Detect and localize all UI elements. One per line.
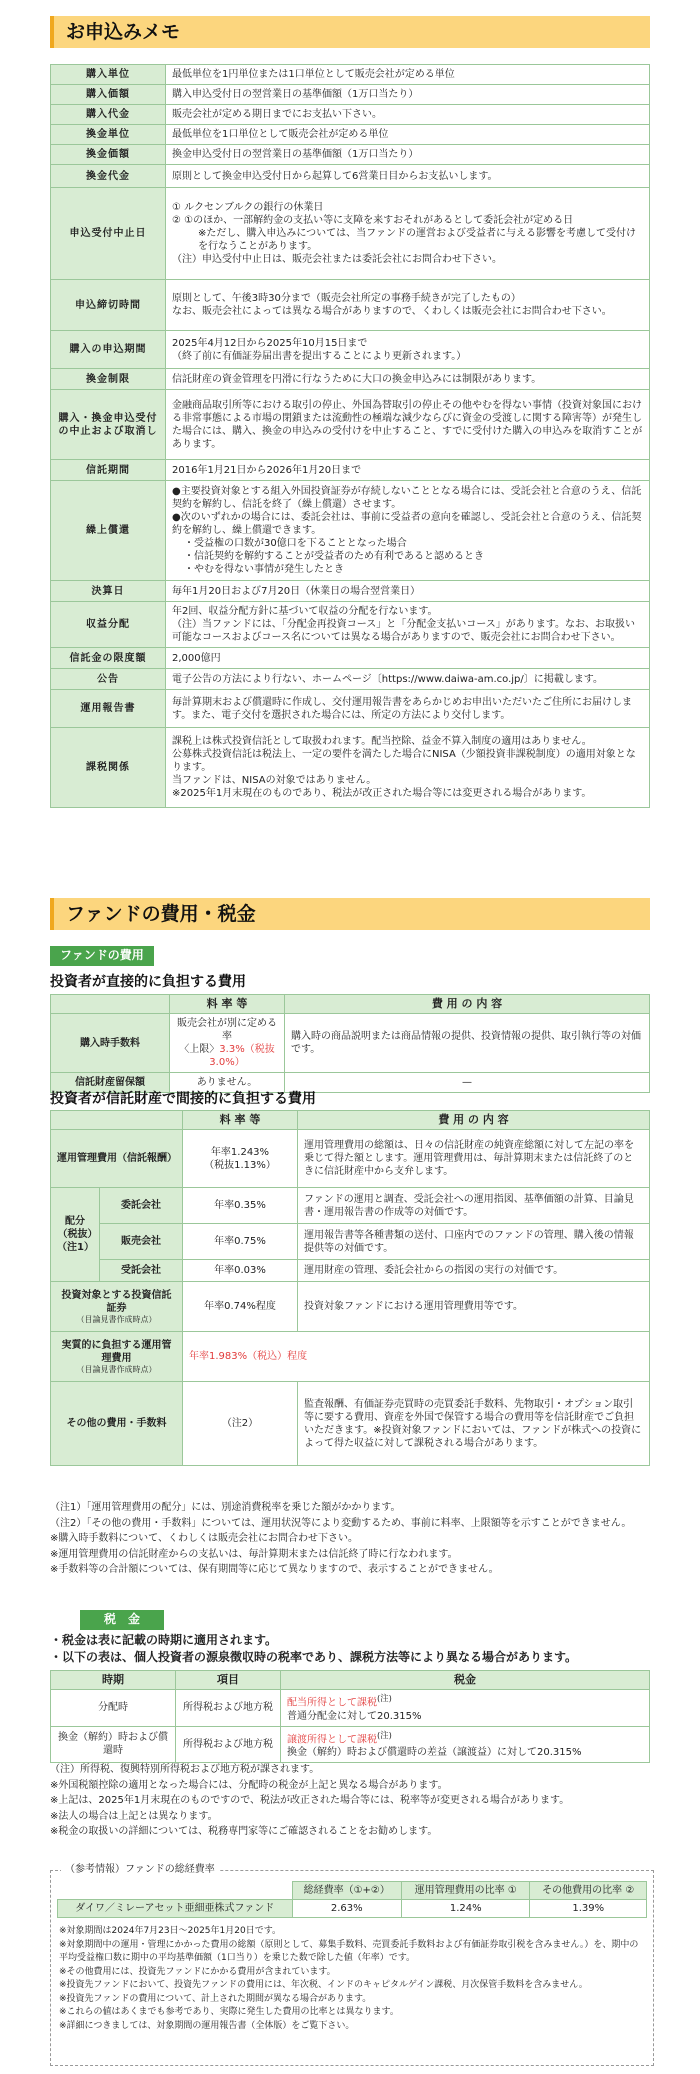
memo-row [51, 188, 650, 280]
memo-label: 換金代金 [51, 165, 166, 188]
memo-value: 最低単位を1口単位として販売会社が定める単位 [166, 125, 650, 145]
reference-title: （参考情報）ファンドの総経費率 [61, 1863, 219, 1876]
alloc-label: 配分（税抜）（注1） [51, 1188, 100, 1282]
fund-fees-badge: ファンドの費用 [50, 946, 154, 966]
memo-row [51, 331, 650, 369]
memo-row [51, 669, 650, 690]
purchase-fee-rate: 販売会社が別に定める率 〈上限〉3.3%（税抜3.0%） [170, 1014, 285, 1073]
memo-value: 電子公告の方法により行ない、ホームページ〔https://www.daiwa-am.co.jp/〕に掲載します。 [166, 669, 650, 690]
indirect-costs-heading: 投資者が信託財産で間接的に負担する費用 [50, 1091, 316, 1107]
memo-value: 原則として換金申込受付日から起算して6営業日目からお支払いします。 [166, 165, 650, 188]
alloc-content: 運用財産の管理、委託会社からの指図の実行の対価です。 [298, 1260, 650, 1282]
memo-label: 信託金の限度額 [51, 648, 166, 669]
tax-head-item: 項目 [176, 1671, 281, 1690]
memo-label: 信託期間 [51, 460, 166, 481]
memo-label: 公告 [51, 669, 166, 690]
memo-value: 2016年1月21日から2026年1月20日まで [166, 460, 650, 481]
ref-value-mgmt: 1.24% [401, 1900, 529, 1918]
ref-value-other: 1.39% [530, 1900, 647, 1918]
memo-row [51, 690, 650, 728]
purchase-fee-content: 購入時の商品説明または商品情報の提供、投資情報の提供、取引執行等の対価です。 [285, 1014, 650, 1073]
memo-value: 原則として、午後3時30分まで（販売会社所定の事務手続きが完了したもの） なお、販売会社によっては異なる場合がありますので、くわしくは販売会社にお問合わせ下さい。 [166, 280, 650, 331]
retention-label: 信託財産留保額 [51, 1073, 170, 1093]
memo-row [51, 369, 650, 390]
alloc-name: 委託会社 [100, 1188, 183, 1224]
alloc-rate: 年率0.75% [183, 1224, 298, 1260]
alloc-name: 販売会社 [100, 1224, 183, 1260]
reference-table [57, 1881, 647, 1918]
tax-badge: 税 金 [80, 1610, 164, 1630]
memo-value: 購入申込受付日の翌営業日の基準価額（1万口当たり） [166, 85, 650, 105]
memo-row [51, 481, 650, 581]
memo-label: 申込受付中止日 [51, 188, 166, 280]
retention-content: — [285, 1073, 650, 1093]
memo-row [51, 728, 650, 808]
memo-value: 信託財産の資金管理を円滑に行なうために大口の換金申込みには制限があります。 [166, 369, 650, 390]
memo-label: 購入代金 [51, 105, 166, 125]
memo-label: 繰上償還 [51, 481, 166, 581]
content-header: 費 用 の 内 容 [285, 995, 650, 1014]
memo-label: 購入・換金申込受付の中止および取消し [51, 390, 166, 460]
memo-row [51, 145, 650, 165]
alloc-name: 受託会社 [100, 1260, 183, 1282]
tax-cell: 配当所得として課税$^{(注)}$ 普通分配金に対して20.315% [281, 1690, 650, 1726]
memo-label: 運用報告書 [51, 690, 166, 728]
memo-row [51, 581, 650, 602]
tax-bullets: ・税金は表に記載の時期に適用されます。 ・以下の表は、個人投資者の源泉徴収時の税率であり、課税方法等により異なる場合があります。 [50, 1633, 578, 1665]
memo-row [51, 85, 650, 105]
memo-label: 購入単位 [51, 65, 166, 85]
memo-value: 2025年4月12日から2025年10月15日まで （終了前に有価証券届出書を提出することにより更新されます。） [166, 331, 650, 369]
memo-row [51, 460, 650, 481]
fee-notes: （注1）「運用管理費用の配分」には、別途消費税率を乗じた額がかかります。 （注2）「その他の費用・手数料」については、運用状況等により変動するため、事前に料率、上限額等を示すことができません。 ※購入時手数料について、くわしくは販売会社にお問合わせ下さい。 ※運用管理費用の信託財産からの支払いは、毎計算期末または信託終了時に行なわれます。 ※手数料等の合計額については、保有期間等に応じて異なりますので、表示することができません。 [50, 1502, 632, 1575]
retention-rate: ありません。 [170, 1073, 285, 1093]
memo-value: 金融商品取引所等における取引の停止、外国為替取引の停止その他やむを得ない事情（投資対象国における非常事態による市場の閉鎖または流動性の極端な減少ならびに資金の受渡しに関する障害等）が発生した場合には、購入、換金の申込みの受付けを中止すること、すでに受付けた購入の申込みを取消すことがあります。 [166, 390, 650, 460]
ref-value-total: 2.63% [292, 1900, 401, 1918]
memo-value: 年2回、収益分配方針に基づいて収益の分配を行ないます。 （注）当ファンドには、「分配金再投資コース」と「分配金支払いコース」があります。なお、お取扱い可能なコースおよびコース名については異なる場合がありますので、販売会社にお問合わせ下さい。 [166, 602, 650, 648]
ref-fund-name: ダイワ／ミレーアセット亜細亜株式ファンド [58, 1900, 293, 1918]
invest-fund-label: 投資対象とする投資信託証券 （目論見書作成時点） [51, 1282, 183, 1332]
real-cost-label: 実質的に負担する運用管理費用 （目論見書作成時点） [51, 1332, 183, 1382]
ref-head-mgmt: 運用管理費用の比率 ① [401, 1882, 529, 1900]
direct-costs-heading: 投資者が直接的に負担する費用 [50, 974, 246, 990]
alloc-content: ファンドの運用と調査、受託会社への運用指図、基準価額の計算、目論見書・運用報告書の作成等の対価です。 [298, 1188, 650, 1224]
tax-item: 所得税および地方税 [176, 1726, 281, 1762]
memo-value: ① ルクセンブルクの銀行の休業日 ② ①のほか、一部解約金の支払い等に支障を来すおそれがあるとして委託会社が定める日 ※ただし、購入申込みについては、当ファンドの運営および受益者に与える影響を考慮して受付けを行なうことがあります。 （注）申込受付中止日は、販売会社または委託会社にお問合わせ下さい。 [166, 188, 650, 280]
tax-cell: 譲渡所得として課税$^{(注)}$ 換金（解約）時および償還時の差益（譲渡益）に対して20.315% [281, 1726, 650, 1762]
tax-time: 換金（解約）時および償還時 [51, 1726, 176, 1762]
memo-value: 課税上は株式投資信託として取扱われます。配当控除、益金不算入制度の適用はありません。 公募株式投資信託は税法上、一定の要件を満たした場合にNISA（少額投資非課税制度）の適用対象となります。 当ファンドは、NISAの対象ではありません。 ※2025年1月末現在のものであり、税法が改正された場合等には変更される場合があります。 [166, 728, 650, 808]
memo-section-title: お申込みメモ [50, 16, 650, 48]
memo-row [51, 648, 650, 669]
memo-table [50, 64, 650, 808]
memo-value: 毎計算期末および償還時に作成し、交付運用報告書をあらかじめお申出いただいたご住所にお届けします。また、電子交付を選択された場合には、所定の方法により交付します。 [166, 690, 650, 728]
memo-value: 換金申込受付日の翌営業日の基準価額（1万口当たり） [166, 145, 650, 165]
memo-row [51, 65, 650, 85]
content-header-2: 費 用 の 内 容 [298, 1111, 650, 1130]
tax-head-time: 時期 [51, 1671, 176, 1690]
tax-notes: （注）所得税、復興特別所得税および地方税が課されます。 ※外国税額控除の適用となった場合には、分配時の税金が上記と異なる場合があります。 ※上記は、2025年1月末現在のものですので、税法が改正された場合等には、税率等が変更される場合があります。 ※法人の場合は上記とは異なります。 ※税金の取扱いの詳細については、税務専門家等にご確認されることをお勧めします。 [50, 1764, 570, 1837]
memo-label: 換金価額 [51, 145, 166, 165]
memo-row [51, 602, 650, 648]
ref-head-total: 総経費率（①+②） [292, 1882, 401, 1900]
memo-row [51, 125, 650, 145]
alloc-rate: 年率0.35% [183, 1188, 298, 1224]
rate-header-2: 料 率 等 [183, 1111, 298, 1130]
other-fee-content: 監査報酬、有価証券売買時の売買委託手数料、先物取引・オプション取引等に要する費用、資産を外国で保管する場合の費用等を信託財産でご負担いただきます。※投資対象ファンドにおいては、ファンドが株式への投資によって得た収益に対して課税される場合があります。 [298, 1382, 650, 1466]
fees-section-title: ファンドの費用・税金 [50, 898, 650, 930]
memo-value: ●主要投資対象とする組入外国投資証券が存続しないこととなる場合には、受託会社と合意のうえ、信託契約を解約し、信託を終了（繰上償還）させます。 ●次のいずれかの場合には、委託会社は、事前に受益者の意向を確認し、受託会社と合意のうえ、信託契約を解約し、繰上償還できます。 ・受益権の口数が30億口を下ることとなった場合 ・信託契約を解約することが受益者のため有利であると認めるとき ・やむを得ない事情が発生したとき [166, 481, 650, 581]
mgmt-fee-label: 運用管理費用（信託報酬） [51, 1130, 183, 1188]
invest-fund-content: 投資対象ファンドにおける運用管理費用等です。 [298, 1282, 650, 1332]
memo-row [51, 390, 650, 460]
reference-notes: ※対象期間は2024年7月23日～2025年1月20日です。 ※対象期間中の運用・管理にかかった費用の総額（原則として、募集手数料、売買委託手数料および有価証券取引税を含みません。）を、期中の平均受益権口数に期中の平均基準価額（1口当り）を乗じた数で除した値（年率）です。 ※その他費用には、投資先ファンドにかかる費用が含まれています。 ※投資先ファンドにおいて、投資先ファンドの費用には、年次税、インドのキャピタルゲイン課税、月次保管手数料を含みません。 ※投資先ファンドの費用について、計上された期間が異なる場合があります。 ※これらの値はあくまでも参考であり、実際に発生した費用の比率とは異なります。 ※詳細につきましては、対象期間の運用報告書（全体版）をご覧下さい。 [59, 1926, 639, 2031]
memo-label: 購入価額 [51, 85, 166, 105]
ref-head-other: その他費用の比率 ② [530, 1882, 647, 1900]
memo-label: 収益分配 [51, 602, 166, 648]
reference-box [50, 1864, 654, 2066]
blank-header [51, 995, 170, 1014]
other-fee-label: その他の費用・手数料 [51, 1382, 183, 1466]
memo-label: 課税関係 [51, 728, 166, 808]
real-cost-rate: 年率1.983%（税込）程度 [183, 1332, 650, 1382]
memo-row [51, 105, 650, 125]
direct-costs-table [50, 994, 650, 1093]
memo-label: 購入の申込期間 [51, 331, 166, 369]
mgmt-fee-content: 運用管理費用の総額は、日々の信託財産の純資産総額に対して左記の率を乗じて得た額とします。運用管理費用は、毎計算期末または信託終了のときに信託財産中から支弁します。 [298, 1130, 650, 1188]
blank-header-2 [51, 1111, 183, 1130]
alloc-rate: 年率0.03% [183, 1260, 298, 1282]
tax-table [50, 1670, 650, 1763]
memo-value: 最低単位を1円単位または1口単位として販売会社が定める単位 [166, 65, 650, 85]
purchase-fee-label: 購入時手数料 [51, 1014, 170, 1073]
memo-value: 販売会社が定める期日までにお支払い下さい。 [166, 105, 650, 125]
memo-label: 申込締切時間 [51, 280, 166, 331]
tax-item: 所得税および地方税 [176, 1690, 281, 1726]
tax-head-tax: 税金 [281, 1671, 650, 1690]
memo-value: 毎年1月20日および7月20日（休業日の場合翌営業日） [166, 581, 650, 602]
memo-row [51, 280, 650, 331]
memo-row [51, 165, 650, 188]
other-fee-rate: （注2） [183, 1382, 298, 1466]
indirect-costs-table [50, 1110, 650, 1466]
memo-value: 2,000億円 [166, 648, 650, 669]
rate-header: 料 率 等 [170, 995, 285, 1014]
alloc-content: 運用報告書等各種書類の送付、口座内でのファンドの管理、購入後の情報提供等の対価です。 [298, 1224, 650, 1260]
memo-label: 換金単位 [51, 125, 166, 145]
memo-label: 換金制限 [51, 369, 166, 390]
invest-fund-rate: 年率0.74%程度 [183, 1282, 298, 1332]
mgmt-fee-rate: 年率1.243% （税抜1.13%） [183, 1130, 298, 1188]
memo-label: 決算日 [51, 581, 166, 602]
tax-time: 分配時 [51, 1690, 176, 1726]
